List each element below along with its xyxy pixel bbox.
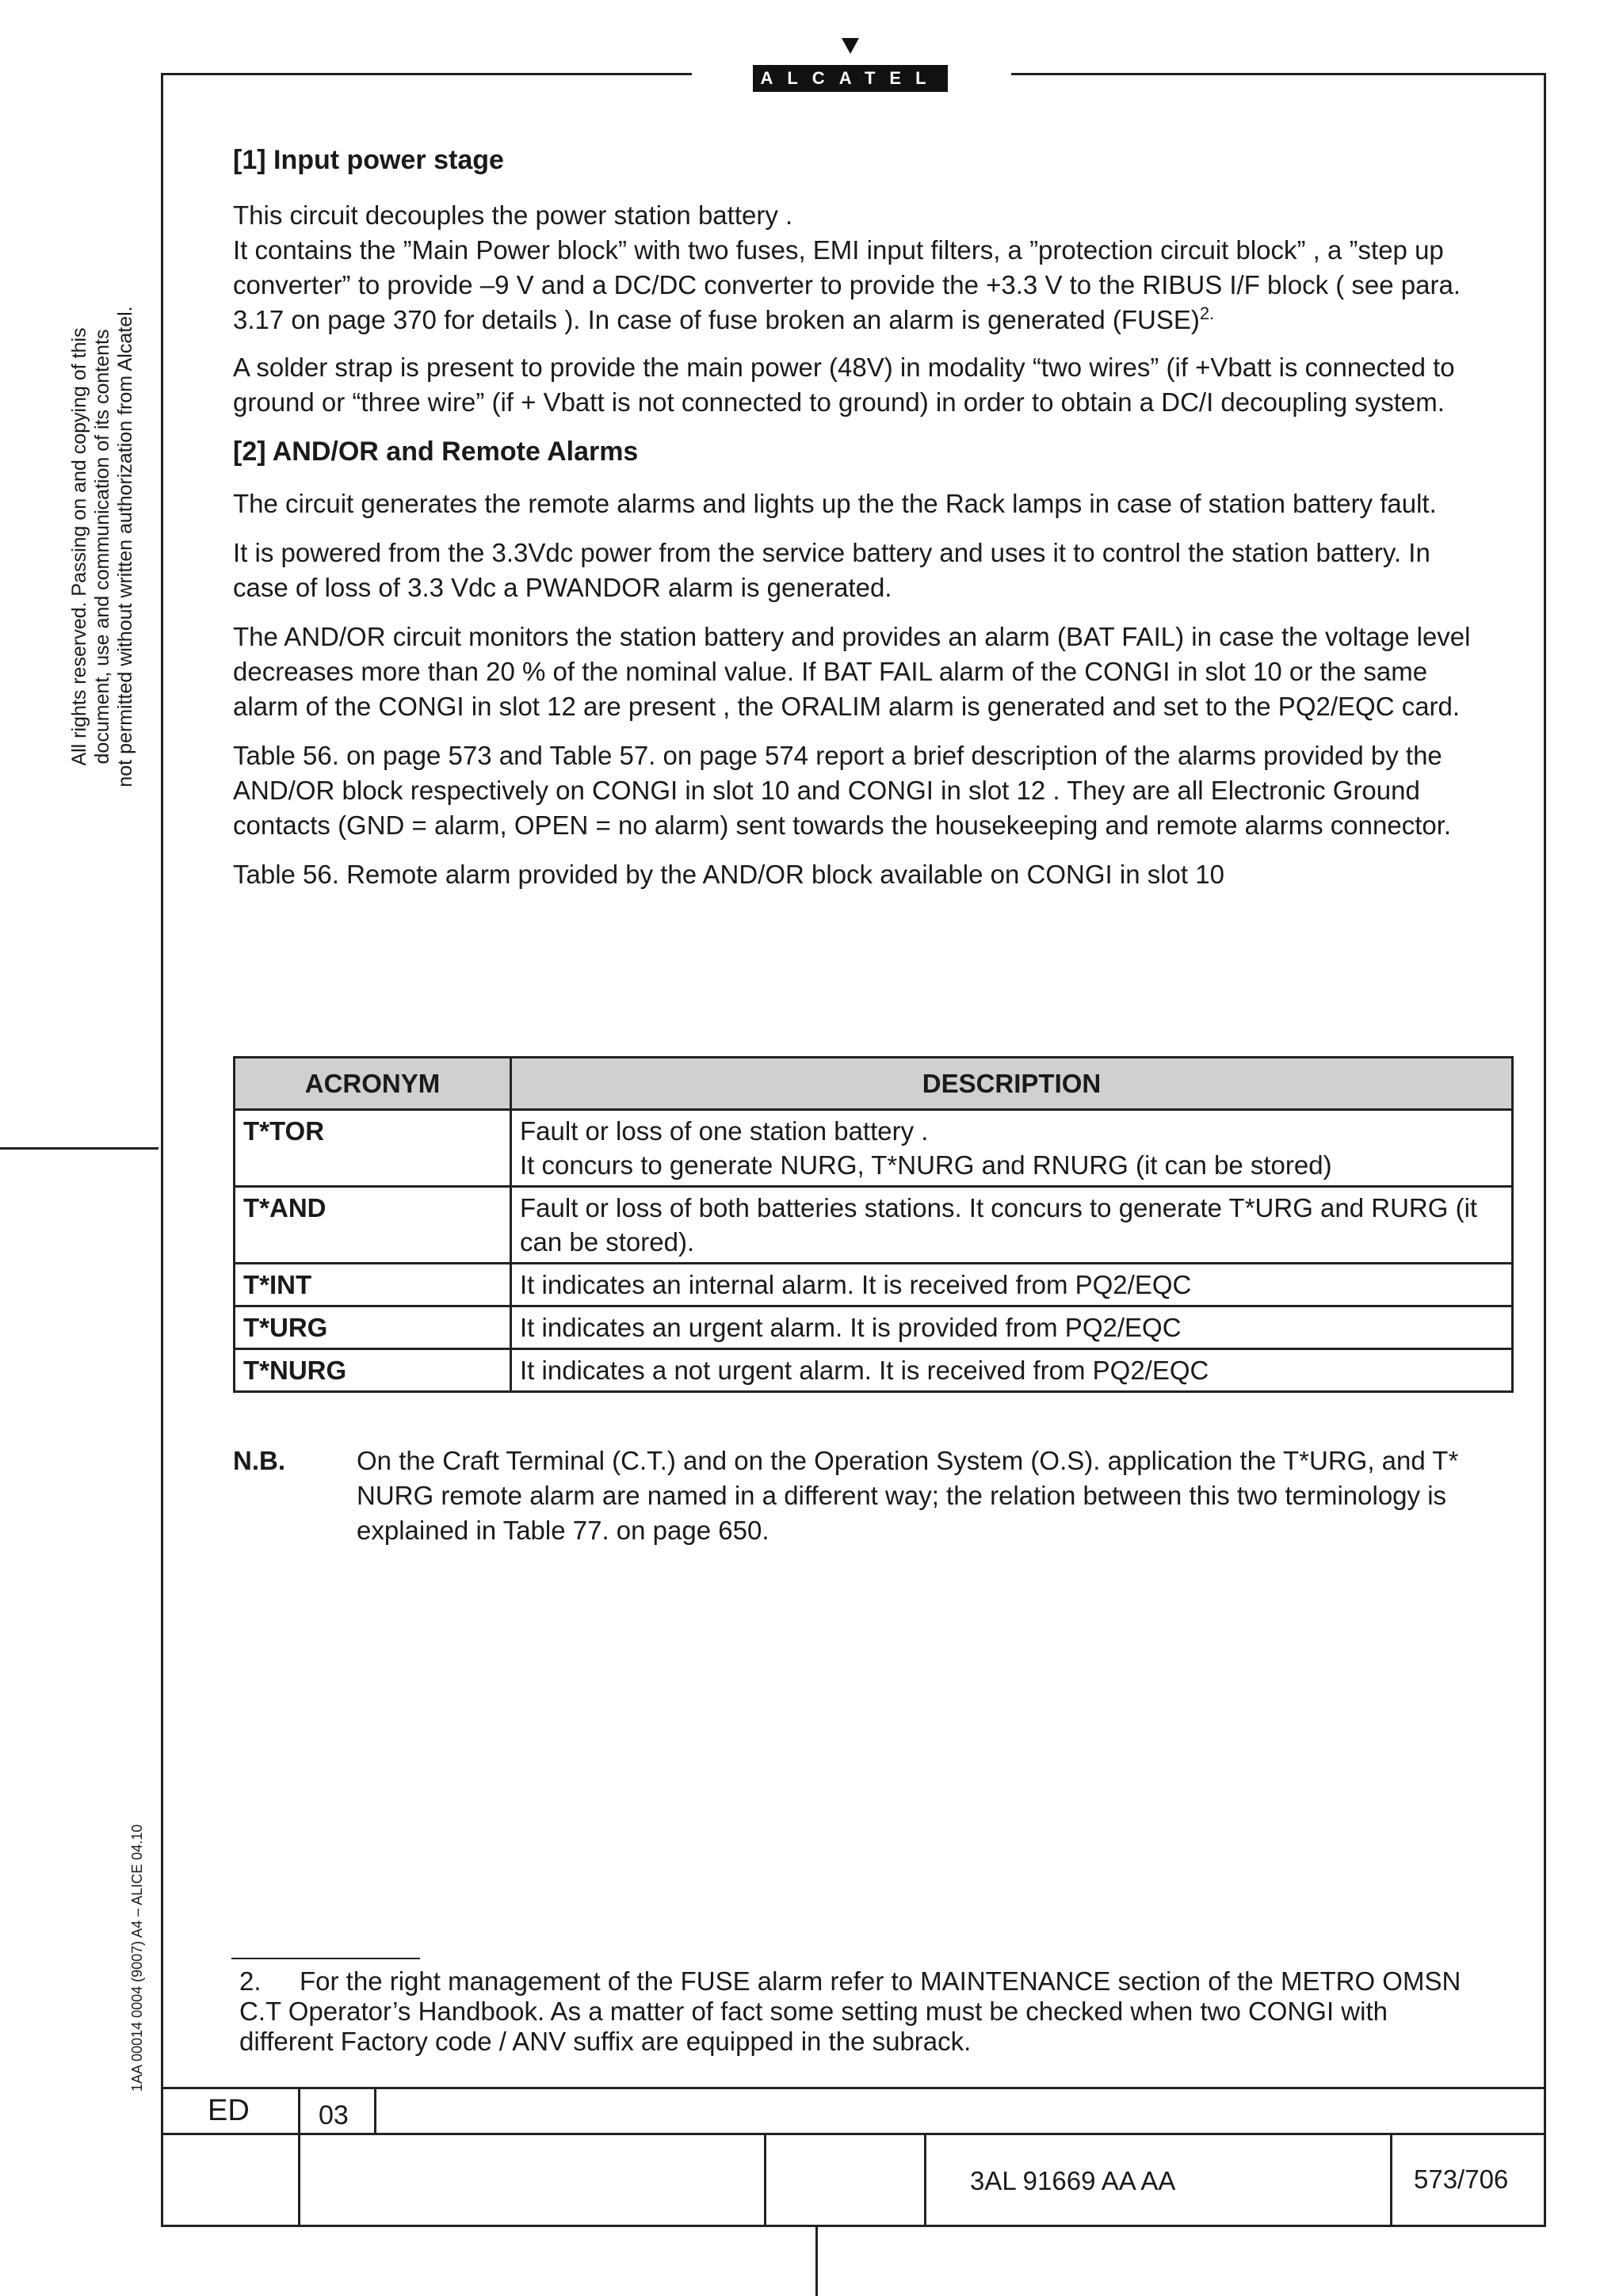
alarm-table — [233, 1056, 1514, 1393]
page-number: 573/706 — [1414, 2164, 1509, 2194]
description-cell: It indicates an internal alarm. It is received from PQ2/EQC — [511, 1264, 1513, 1306]
document-code: 3AL 91669 AA AA — [970, 2166, 1176, 2195]
acronym-cell: T*NURG — [235, 1349, 511, 1392]
frame-top-right — [1011, 73, 1546, 75]
column-header: ACRONYM — [235, 1058, 511, 1110]
footnote-text: For the right management of the FUSE alarm refer to MAINTENANCE section of the METRO OMSN C.T Operator’s Handbook. As a matter of fact some setting must be checked when two CONGI with different Factory code / ANV suffix are equipped in the subrack. — [239, 1966, 1461, 2056]
acronym-cell: T*INT — [235, 1264, 511, 1306]
frame-right — [1544, 73, 1546, 2227]
logo-triangle-icon — [842, 38, 859, 54]
footnote-rule — [231, 1958, 420, 1959]
table-row — [235, 1306, 1513, 1349]
footer-divider — [374, 2087, 376, 2134]
description-line: Fault or loss of one station battery . — [520, 1116, 929, 1146]
footer-divider — [764, 2133, 766, 2226]
description-cell: It indicates a not urgent alarm. It is received from PQ2/EQC — [511, 1349, 1513, 1392]
paragraph: It is powered from the 3.3Vdc power from the service battery and uses it to control the station battery. In case of loss of 3.3 Vdc a PWANDOR alarm is generated. — [233, 538, 1430, 602]
note-label: N.B. — [233, 1446, 285, 1475]
edition-value: 03 — [319, 2100, 349, 2130]
footnote — [239, 1966, 1476, 2057]
main-content — [233, 143, 1474, 892]
paragraph: This circuit decouples the power station battery . — [233, 200, 793, 230]
logo-text: ALCATEL — [753, 65, 948, 92]
table-header-row — [235, 1058, 1513, 1110]
footer-divider — [924, 2133, 926, 2226]
section-heading: [1] Input power stage — [233, 145, 504, 175]
footer-divider — [298, 2087, 300, 2226]
footer-tail — [815, 2225, 818, 2296]
copyright-note — [68, 269, 137, 824]
frame-top-left — [161, 73, 692, 75]
description-cell — [511, 1110, 1513, 1187]
form-code: 1AA 00014 0004 (9007) A4 – ALICE 04.10 — [129, 1824, 145, 2092]
frame-left — [161, 73, 163, 2227]
paragraph: The circuit generates the remote alarms and lights up the the Rack lamps in case of station battery fault. — [233, 489, 1437, 518]
table-row — [235, 1264, 1513, 1306]
footnote-ref[interactable]: 2. — [1199, 303, 1215, 323]
table-row — [235, 1187, 1513, 1264]
copyright-line: All rights reserved. Passing on and copying of this — [68, 327, 90, 766]
section-heading: [2] AND/OR and Remote Alarms — [233, 437, 639, 467]
table-caption: Table 56. Remote alarm provided by the AND/OR block available on CONGI in slot 10 — [233, 860, 1224, 889]
note-text: On the Craft Terminal (C.T.) and on the Operation System (O.S). application the T*URG, and T* NURG remote alarm are named in a different way; the relation between this two terminology is explained in Table 77. on page 650. — [357, 1446, 1459, 1545]
description-cell: Fault or loss of both batteries stations. It concurs to generate T*URG and RURG (it can be stored). — [511, 1187, 1513, 1264]
footnote-number: 2. — [239, 1966, 262, 1996]
footer-mid-line — [161, 2133, 1546, 2135]
table-row — [235, 1349, 1513, 1392]
paragraph: A solder strap is present to provide the main power (48V) in modality “two wires” (if +Vbatt is connected to ground or “three wire” (if + Vbatt is not connected to ground) in order to obtain a DC/I decoupling system. — [233, 353, 1455, 417]
description-line: It concurs to generate NURG, T*NURG and RNURG (it can be stored) — [520, 1150, 1332, 1180]
footer-divider — [1390, 2133, 1392, 2226]
description-cell: It indicates an urgent alarm. It is provided from PQ2/EQC — [511, 1306, 1513, 1349]
paragraph: Table 56. on page 573 and Table 57. on page 574 report a brief description of the alarms provided by the AND/OR block respectively on CONGI in slot 10 and CONGI in slot 12 . They are all Electronic Ground contacts (GND = alarm, OPEN = no alarm) sent towards the housekeeping and remote alarms connector. — [233, 741, 1452, 840]
acronym-cell: T*URG — [235, 1306, 511, 1349]
table-row — [235, 1110, 1513, 1187]
acronym-cell: T*AND — [235, 1187, 511, 1264]
column-header: DESCRIPTION — [511, 1058, 1513, 1110]
paragraph — [233, 233, 1474, 338]
acronym-cell: T*TOR — [235, 1110, 511, 1187]
footer-top-line — [161, 2087, 1546, 2089]
margin-mark — [0, 1147, 158, 1150]
paragraph: The AND/OR circuit monitors the station battery and provides an alarm (BAT FAIL) in case the voltage level decreases more than 20 % of the nominal value. If BAT FAIL alarm of the CONGI in slot 10 or the same alarm of the CONGI in slot 12 are present , the ORALIM alarm is generated and set to the PQ2/EQC card. — [233, 622, 1471, 721]
frame-bottom — [161, 2225, 1546, 2227]
alcatel-logo — [753, 38, 948, 95]
edition-label: ED — [208, 2094, 250, 2127]
copyright-line: not permitted without written authorization from Alcatel. — [114, 306, 136, 788]
copyright-line: document, use and communication of its contents — [91, 329, 113, 765]
paragraph-text: It contains the ”Main Power block” with two fuses, EMI input filters, a ”protection circuit block” , a ”step up converter” to provide –9 V and a DC/DC converter to provide the +3.3 V to the RIBUS I/F block ( see para. 3.17 on page 370 for details ). In case of fuse broken an alarm is generated (FUSE) — [233, 235, 1461, 334]
